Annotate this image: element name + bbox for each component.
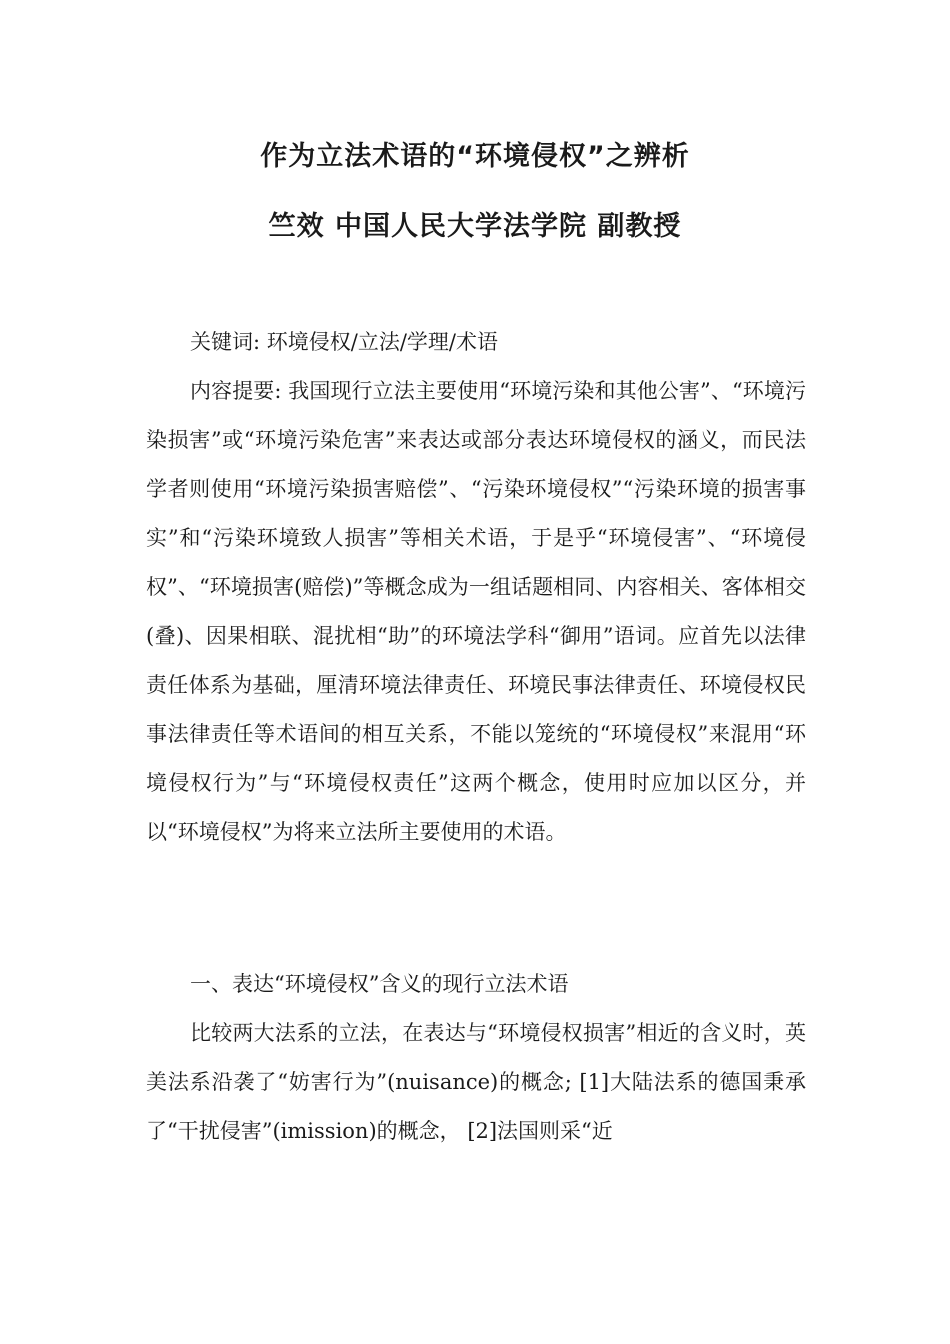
section-heading: 一、表达“环境侵权”含义的现行立法术语 <box>190 972 569 996</box>
author-line: 竺效 中国人民大学法学院 副教授 <box>268 211 682 242</box>
keywords-line: 关键词: 环境侵权/立法/学理/术语 <box>190 330 498 354</box>
document-title: 作为立法术语的“环境侵权”之辨析 <box>260 141 690 172</box>
abstract-paragraph: 内容提要: 我国现行立法主要使用“环境污染和其他公害”、“环境污染损害”或“环境污染危害”来表达或部分表达环境侵权的涵义，而民法学者则使用“环境污染损害赔偿”、“污染环境侵权”“污染环境的损害事实”和“污染环境致人损害”等相关术语，于是乎“环境侵害”、“环境侵权”、“环境损害(赔偿)”等概念成为一组话题相同、内容相关、客体相交(叠)、因果相联、混扰相“助”的环境法学科“御用”语词。应首先以法律责任体系为基础，厘清环境法律责任、环境民事法律责任、环境侵权民事法律责任等术语间的相互关系，不能以笼统的“环境侵权”来混用“环境侵权行为”与“环境侵权责任”这两个概念，使用时应加以区分，并以“环境侵权”为将来立法所主要使用的术语。 <box>146 379 806 844</box>
body-paragraph: 比较两大法系的立法，在表达与“环境侵权损害”相近的含义时，英美法系沿袭了“妨害行为”(nuisance)的概念; [1]大陆法系的德国秉承了“干扰侵害”(imission)的概念， [2]法国则采“近 <box>146 1021 806 1143</box>
